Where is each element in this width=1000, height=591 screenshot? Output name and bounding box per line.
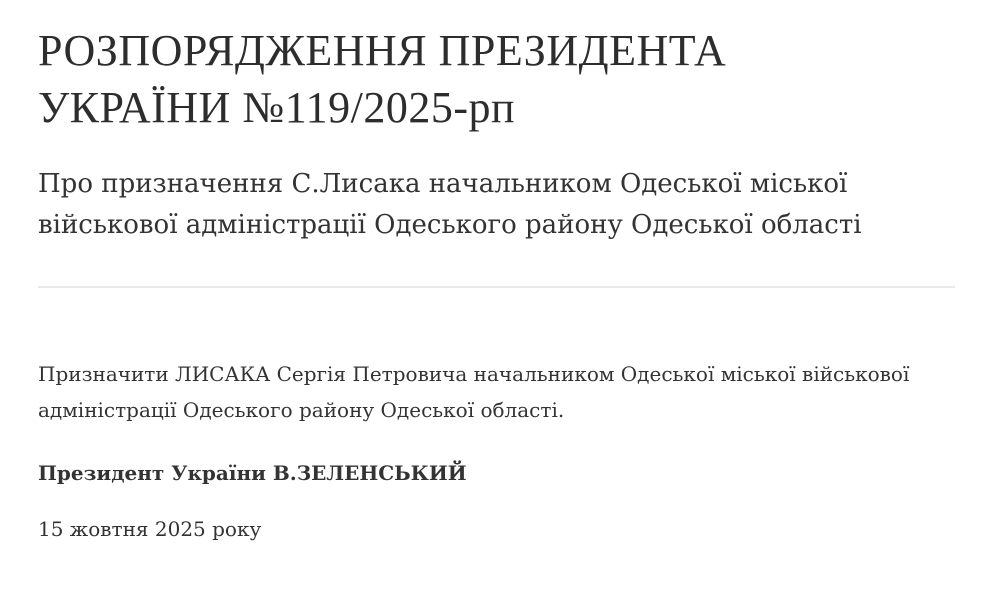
decree-body-paragraph: Призначити ЛИСАКА Сергія Петровича начальником Одеської міської військової адміністрації Одеського району Одеської області. bbox=[38, 362, 910, 422]
section-divider bbox=[38, 286, 955, 288]
president-signature-line: Президент України В.ЗЕЛЕНСЬКИЙ bbox=[38, 461, 467, 485]
decree-subtitle: Про призначення С.Лисака начальником Одеської міської військової адміністрації Одеського району Одеської області bbox=[38, 169, 862, 240]
decree-title: РОЗПОРЯДЖЕННЯ ПРЕЗИДЕНТА УКРАЇНИ №119/2025-рп bbox=[38, 26, 727, 132]
decree-date: 15 жовтня 2025 року bbox=[38, 517, 262, 541]
